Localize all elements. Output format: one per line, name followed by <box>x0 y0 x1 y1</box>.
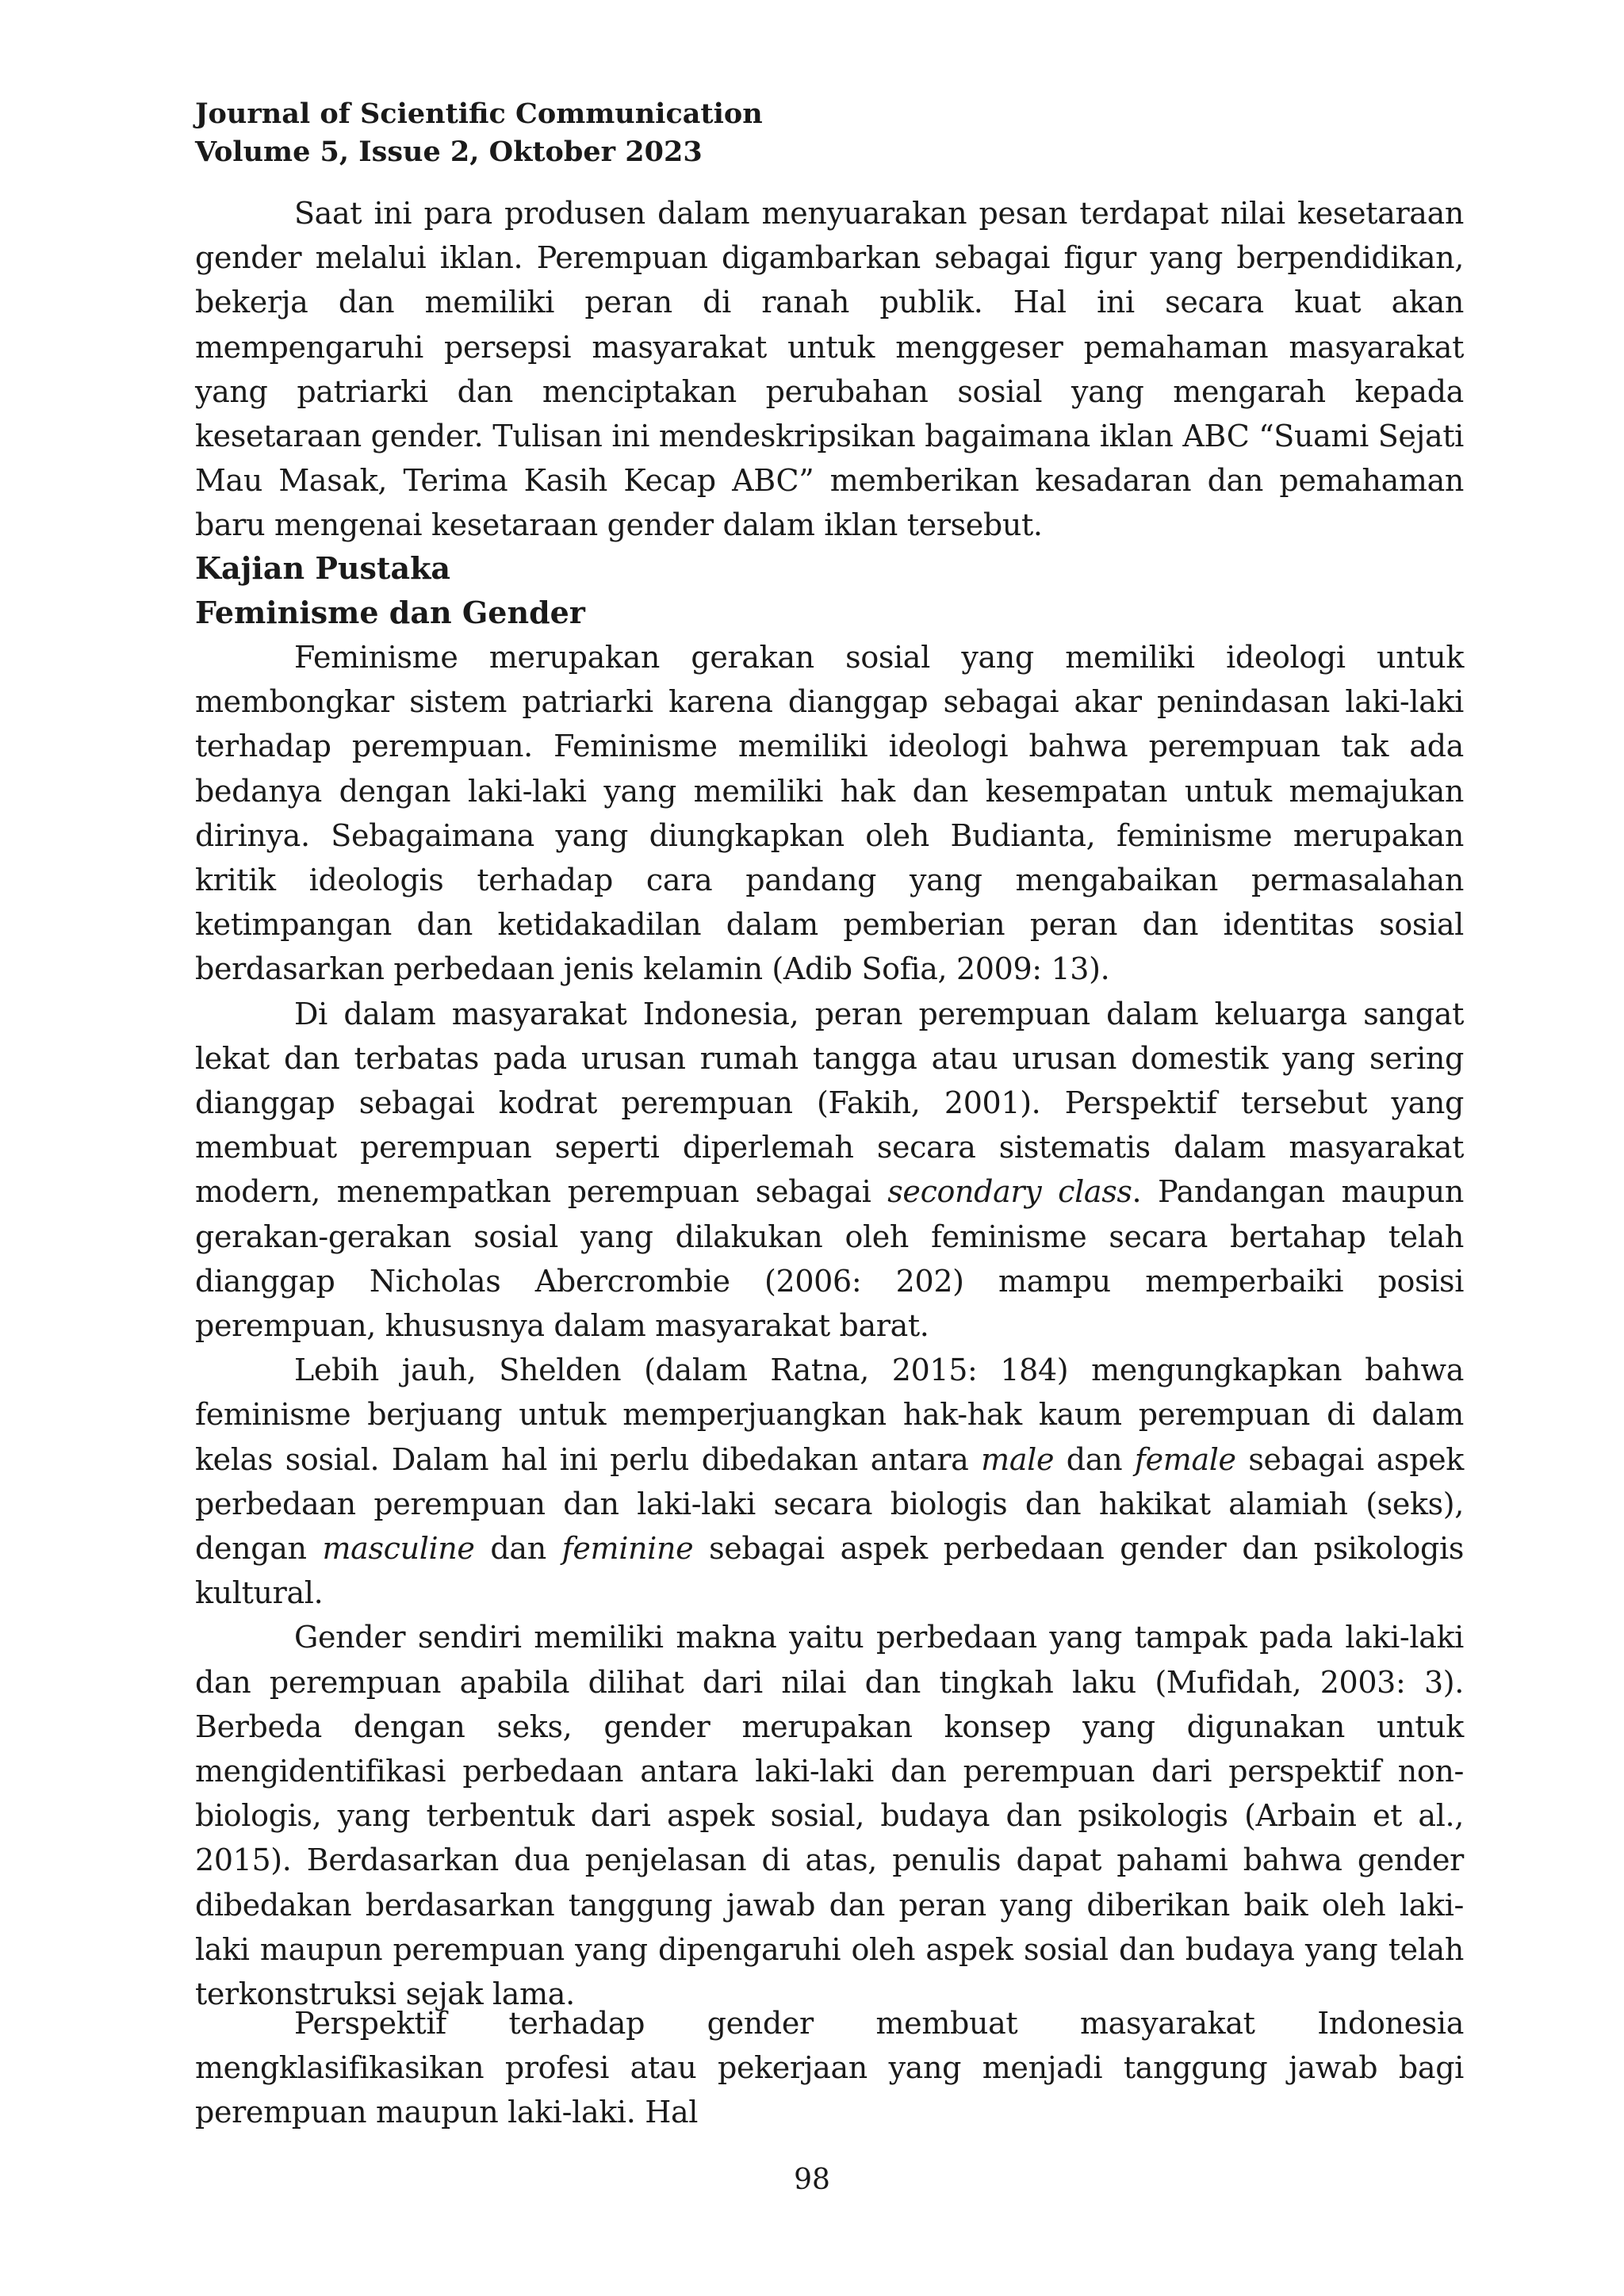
text-run: sebagai aspek perbedaan gender dan psikologis kultural. <box>195 1531 1464 1611</box>
intro-block <box>195 191 1464 548</box>
text-run: dan <box>474 1531 562 1567</box>
italic-term: secondary class <box>887 1174 1132 1210</box>
paragraph-feminism: Feminisme merupakan gerakan sosial yang memiliki ideologi untuk membongkar sistem patriarki karena dianggap sebagai akar penindasan laki-laki terhadap perempuan. Feminisme memiliki ideologi bahwa perempuan tak ada bedanya dengan laki-laki yang memiliki hak dan kesempatan untuk memajukan dirinya. Sebagaimana yang diungkapkan oleh Budianta, feminisme merupakan kritik ideologis terhadap cara pandang yang mengabaikan permasalahan ketimpangan dan ketidakadilan dalam pemberian peran dan identitas sosial berdasarkan perbedaan jenis kelamin (Adib Sofia, 2009: 13). <box>195 640 1464 987</box>
journal-title: Journal of Scientific Communication <box>195 98 763 130</box>
text-run: sebagai aspek perbedaan perempuan dan laki-laki secara biologis dan hakikat alamiah (seks), dengan <box>195 1441 1464 1567</box>
intro-paragraph: Saat ini para produsen dalam menyuarakan pesan terdapat nilai kesetaraan gender melalui iklan. Perempuan digambarkan sebagai figur yang berpendidikan, bekerja dan memiliki peran di ranah publik. Hal ini secara kuat akan mempengaruhi persepsi masyarakat untuk menggeser pemahaman masyarakat yang patriarki dan menciptakan perubahan sosial yang mengarah kepada kesetaraan gender. Tulisan ini mendeskripsikan bagaimana iklan ABC “Suami Sejati Mau Masak, Terima Kasih Kecap ABC” memberikan kesadaran dan pemahaman baru mengenai kesetaraan gender dalam iklan tersebut. <box>195 196 1464 543</box>
italic-term: masculine <box>322 1531 475 1567</box>
page-number: 98 <box>794 2164 830 2196</box>
italic-term: feminine <box>561 1531 694 1567</box>
section-heading: Kajian Pustaka <box>195 550 451 586</box>
text-run: . Pandangan maupun gerakan-gerakan sosial yang dilakukan oleh feminisme secara bertahap telah dianggap Nicholas Abercrombie (2006: 202) mampu memperbaiki posisi perempuan, khususnya dalam masyarakat barat. <box>195 1174 1464 1344</box>
italic-term: male <box>981 1441 1055 1477</box>
paragraph-indonesia-roles <box>195 992 1464 1349</box>
continuation-block <box>195 2001 1464 2135</box>
paragraph-gender-definition: Gender sendiri memiliki makna yaitu perbedaan yang tampak pada laki-laki dan perempuan apabila dilihat dari nilai dan tingkah laku (Mufidah, 2003: 3). Berbeda dengan seks, gender merupakan konsep yang digunakan untuk mengidentifikasi perbedaan antara laki-laki dan perempuan dari perspektif non-biologis, yang terbentuk dari aspek sosial, budaya dan psikologis (Arbain et al., 2015). Berdasarkan dua penjelasan di atas, penulis dapat pahami bahwa gender dibedakan berdasarkan tanggung jawab dan peran yang diberikan baik oleh laki-laki maupun perempuan yang dipengaruhi oleh aspek sosial dan budaya yang telah terkonstruksi sejak lama. <box>195 1620 1464 2012</box>
italic-term: female <box>1134 1441 1236 1477</box>
text-run: Di dalam masyarakat Indonesia, peran perempuan dalam keluarga sangat lekat dan terbatas pada urusan rumah tangga atau urusan domestik yang sering dianggap sebagai kodrat perempuan (Fakih, 2001). Perspektif tersebut yang membuat perempuan seperti diperlemah secara sistematis dalam masyarakat modern, menempatkan perempuan sebagai <box>195 996 1464 1210</box>
paragraph-gender-perspective: Perspektif terhadap gender membuat masyarakat Indonesia mengklasifikasikan profesi atau pekerjaan yang menjadi tanggung jawab bagi perempuan maupun laki-laki. Hal <box>195 2006 1464 2130</box>
text-run: dan <box>1054 1441 1135 1477</box>
paragraph-shelden <box>195 1348 1464 1615</box>
subsection-heading: Feminisme dan Gender <box>195 595 585 630</box>
literature-review-block <box>195 546 1464 2016</box>
volume-issue: Volume 5, Issue 2, Oktober 2023 <box>195 136 703 168</box>
running-header <box>195 95 1464 171</box>
text-run: Lebih jauh, Shelden (dalam Ratna, 2015: 184) mengungkapkan bahwa feminisme berjuang untuk memperjuangkan hak-hak kaum perempuan di dalam kelas sosial. Dalam hal ini perlu dibedakan antara <box>195 1353 1464 1477</box>
